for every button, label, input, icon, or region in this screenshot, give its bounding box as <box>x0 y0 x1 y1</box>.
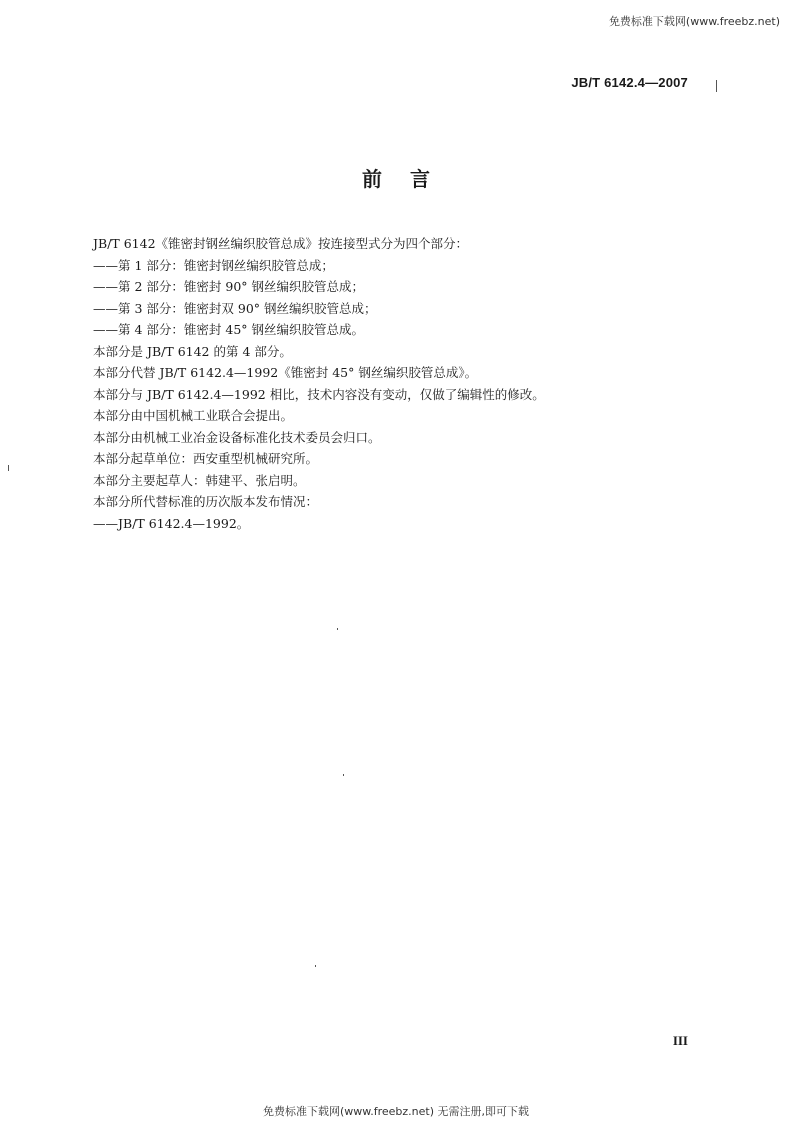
body-line: ——第 4 部分：锥密封 45° 钢丝编织胶管总成。 <box>93 322 365 337</box>
body-line: 本部分由中国机械工业联合会提出。 <box>93 408 294 423</box>
body-line: 本部分主要起草人：韩建平、张启明。 <box>93 472 306 488</box>
scan-speck <box>343 774 344 776</box>
scan-speck <box>716 80 717 92</box>
body-line: 本部分所代替标准的历次版本发布情况： <box>93 494 319 509</box>
body-line: ——JB/T 6142.4—1992。 <box>93 515 250 531</box>
body-line: 本部分由机械工业冶金设备标准化技术委员会归口。 <box>93 429 381 445</box>
standard-code: JB/T 6142.4—2007 <box>571 75 688 90</box>
foreword-body <box>93 233 713 534</box>
scan-speck <box>315 965 316 967</box>
body-line: ——第 3 部分：锥密封双 90° 钢丝编织胶管总成； <box>93 300 377 316</box>
watermark-bottom: 免费标准下载网(www.freebz.net) 无需注册,即可下载 <box>262 1105 530 1118</box>
body-line: ——第 1 部分：锥密封钢丝编织胶管总成； <box>93 257 334 273</box>
body-line: 本部分是 JB/T 6142 的第 4 部分。 <box>93 343 292 359</box>
page-title: 前言 <box>362 167 458 191</box>
page-number: III <box>672 1033 688 1048</box>
body-line: JB/T 6142《锥密封钢丝编织胶管总成》按连接型式分为四个部分： <box>93 236 469 251</box>
scan-speck <box>8 465 9 471</box>
body-line: 本部分与 JB/T 6142.4—1992 相比，技术内容没有变动，仅做了编辑性的修改。 <box>93 386 545 402</box>
body-line: ——第 2 部分：锥密封 90° 钢丝编织胶管总成； <box>93 279 365 294</box>
body-line: 本部分起草单位：西安重型机械研究所。 <box>93 451 319 466</box>
body-line: 本部分代替 JB/T 6142.4—1992《锥密封 45° 钢丝编织胶管总成》。 <box>93 365 478 380</box>
watermark-top: 免费标准下载网(www.freebz.net) <box>608 15 780 28</box>
scan-speck <box>337 628 338 630</box>
